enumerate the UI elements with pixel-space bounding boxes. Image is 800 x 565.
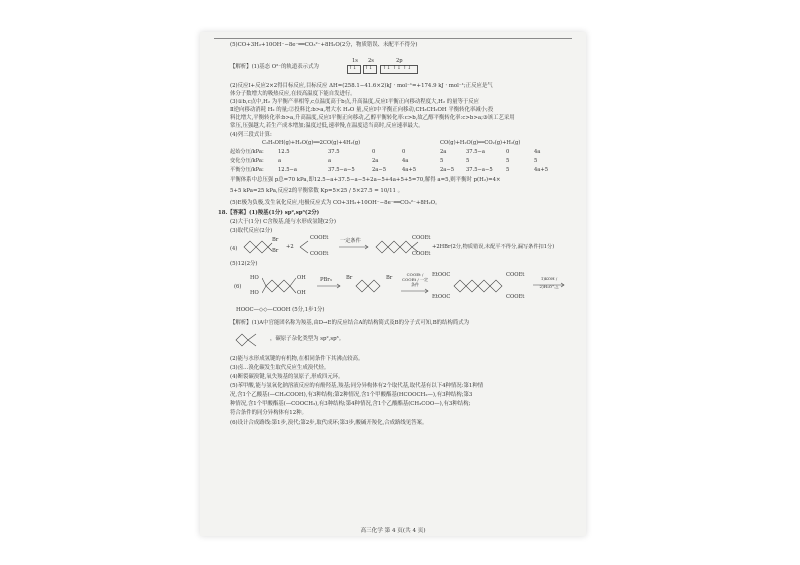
page-footer: 高三化学 第 4 页(共 4 页) <box>360 528 426 534</box>
reaction-condition: 一定条件 <box>340 238 361 244</box>
analysis-1: 【解析】(1)基态 O²⁻的轨道表示式为 <box>230 64 319 70</box>
q18-answer-2: (2)大于(1分) C含羧基,能与水形成氢键(2分) <box>230 219 336 225</box>
reaction-arrow-4 <box>532 282 566 288</box>
br-label-2: Br <box>272 248 279 254</box>
analysis-5: (5)E极为负极,发生氧化反应,电极反应式为 CO+3H₂+10OH⁻−8e⁻══CO₃²⁻+8H₂O。 <box>230 200 441 206</box>
analysis-2a: (2)反应Ⅰ+反应2×2得目标反应,目标反应 ΔH=(258.1−41.6×2)kJ · mol⁻¹=+174.9 kJ · mol⁻¹;正反应是气 <box>230 83 493 89</box>
br-label-1: Br <box>272 237 279 243</box>
q18-analysis-1: 【解析】(1)A中官能团名称为羧基,由D→E的反应结合A的结构简式及B的分子式可知,B的结构简式为 <box>230 320 469 326</box>
document-page: (5)CO+3H₂+10OH⁻−8e⁻══CO₃²⁻+8H₂O(2分，物质错误、未配平不得分) 【解析】(1)基态 O²⁻的轨道表示式为 1s 2s 2p ↑↓ ↑↓ ↑↓ ↑↓ ↑↓ (2)反应Ⅰ+反应2×2得目标反应,目标反应 ΔH=(258.1−41.6×2)kJ · mol⁻¹=+174.9 kJ · mol⁻¹;正反应是气 体分子数增大的吸热反应,在较高温度下能自发进行。 (3)①b,c点中,H₂ 为平衡产率相等,c点温度高于b点,升高温度,反应Ⅰ平衡正向移动程度大,H₂ 的量等于反应 Ⅱ逆向移动消耗 H₂ 的量;②投料比:b>a,增大水 H₂O 量,反应Ⅰ中平衡正向移动,CH₃CH₂OH 平衡转化率减小;投 料比增大,平衡转化率:b>a,升高温度,反应Ⅰ平衡正向移动,乙醇平衡转化率:c>b,故乙醇平衡转化率:c>b>a;③该工艺采用 常压,压强越大,若生产成本增加;温度过低,速率慢,在温度适当高时,反应速率最大。 (4)列三段式计算: C₂H₅OH(g)+H₂O(g)══2CO(g)+4H₂(g) CO(g)+H₂O(g)══CO₂(g)+H₂(g) 起始分压/kPa: 12.5 37.5 0 0 2a 37.5−a 0 4a 变化分压/kPa: a a 2a 4a 5 5 5 5 平衡分压/kPa: 12.5−a 37.5−a−5 2a−5 4a+5 2a−5 37.5−a−5 5 4a+5 平衡体系中总压强 p总=70 kPa,即12.5−a+37.5−a−5+2a−5+4a+5+5=70,解得 a=5,则平衡时 p(H₂)=4× 5+5 kPa=25 kPa,反应2的平衡常数 Kp=5×25 / 5×27.5 = 10/11 。 (5)E极为负极,发生氧化反应,电极反应式为 CO+3H₂+10OH⁻−8e⁻══CO₃²⁻+8H₂O。 18.【答案】(1)羧基(1分) sp²,sp³(2分) (2)大于(1分) C含羧基,能与水形成氢键(2分) (3)取代反应(2分) (4) Br Br +2 COOEt COOEt 一定条件 COOEt COOEt +2HBr(2分,物质错误,未配平不得分,漏写条件扣1分) (5)12(2分) (6) HO HO OH OH PBr₃ Br Br COOEt / COOEt / 一定条件 EtOOC EtOOC COOEt COOEt 1)KOH / 2)H₃O⁺,△ HOOC—◇◇—COOH (5分,1步1分) 【解析】(1)A中官能团名称为羧基,由D→E的反应结合A的结构简式及B的分子式可知,B的结构简式为 ，碳原子杂化类型为 sp²,sp³。 (2)能与水形成氢键的有机物,在相同条件下其沸点较高。 (3)卤…溴化碳发生取代反应生成溴代烃。 (4)断裂碳溴键,氧失羧基的氢原子,形成四元环。 (5)苯甲酸,能与氢氧化钠溶液反应的有酚羟基,羧基;同分异构体有2个取代基,取代基有以下4种情况:第1种情 况,含1个乙酸基(—CH₂COOH),有3种结构;第2种情况,含1个甲酸酯基(HCOOCH₂—),有3种结构;第3 种情况,含1个甲酸酯基(—COOCH₃),有3种结构;第4种情况,含1个乙酸酯基(CH₃COO—),有3种结构; 符合条件的同分异构体有12种。 (6)设计合成路线:第1步,溴代;第2步,取代成环;第3步,酸碱开羧化,合成路线见答案。 高三化学 第 4 页(共 4 页) <box>200 32 586 536</box>
product-cooet-bottom: COOEt <box>412 251 431 257</box>
eto-label-1: EtOOC <box>432 272 451 278</box>
reagent-hydrolysis: 1)KOH / 2)H₃O⁺,△ <box>539 276 559 289</box>
orbital-2p-label: 2p <box>396 58 403 64</box>
ho-label-2: HO <box>250 290 259 296</box>
top-rule <box>214 38 572 39</box>
orbital-2s-label: 2s <box>368 58 374 64</box>
q18-analysis-4: (4)断裂碳溴键,氧失羧基的氢原子,形成四元环。 <box>230 374 344 380</box>
plus-two: +2 <box>286 244 294 250</box>
diol-structure <box>262 272 302 300</box>
analysis-4-kp: 5+5 kPa=25 kPa,反应2的平衡常数 Kp=5×25 / 5×27.5 = 10/11 。 <box>230 188 404 194</box>
tetraester-cooet-bottom: COOEt <box>506 294 525 300</box>
malonate-cooet-bottom: COOEt <box>310 251 329 257</box>
br-label-4: Br <box>386 275 393 281</box>
equation-1: C₂H₅OH(g)+H₂O(g)══2CO(g)+4H₂(g) <box>262 140 361 146</box>
orbital-arrows-1s: ↑↓ <box>348 65 357 71</box>
line-5-answer: (5)CO+3H₂+10OH⁻−8e⁻══CO₃²⁻+8H₂O(2分，物质错误、未配平不得分) <box>230 42 418 48</box>
analysis-4: (4)列三段式计算: <box>230 132 272 138</box>
oh-label-1: OH <box>297 275 306 281</box>
oh-label-2: OH <box>297 290 306 296</box>
analysis-3b: Ⅱ逆向移动消耗 H₂ 的量;②投料比:b>a,增大水 H₂O 量,反应Ⅰ中平衡正向移动,CH₃CH₂OH 平衡转化率减小;投 <box>230 107 494 113</box>
q18-analysis-2: (2)能与水形成氢键的有机物,在相同条件下其沸点较高。 <box>230 356 364 362</box>
tetraester-cooet-top: COOEt <box>506 272 525 278</box>
q18-analysis-5d: 符合条件的同分异构体有12种。 <box>230 410 307 416</box>
malonate-cooet-top: COOEt <box>310 235 329 241</box>
eto-label-2: EtOOC <box>432 294 451 300</box>
q18-analysis-5c: 种情况,含1个甲酸酯基(—COOCH₃),有3种结构;第4种情况,含1个乙酸酯基(CH₃COO—),有3种结构; <box>230 401 471 407</box>
q18-analysis-6: (6)设计合成路线:第1步,溴代;第2步,取代成环;第3步,酸碱开羧化,合成路线见答案。 <box>230 420 428 426</box>
q18-answer-3: (3)取代反应(2分) <box>230 228 273 234</box>
analysis-3c: 料比增大,平衡转化率:b>a,升高温度,反应Ⅰ平衡正向移动,乙醇平衡转化率:c>b,故乙醇平衡转化率:c>b>a;③该工艺采用 <box>230 115 515 121</box>
q18-analysis-3: (3)卤…溴化碳发生取代反应生成溴代烃。 <box>230 365 330 371</box>
reagent-malonate: COOEt / COOEt / 一定条件 <box>401 272 429 287</box>
analysis-2b: 体分子数增大的吸热反应,在较高温度下能自发进行。 <box>230 91 356 97</box>
analysis-4-total: 平衡体系中总压强 p总=70 kPa,即12.5−a+37.5−a−5+2a−5+4a+5+5=70,解得 a=5,则平衡时 p(H₂)=4× <box>230 177 501 183</box>
reaction-arrow-3 <box>400 288 430 294</box>
final-product: HOOC—◇◇—COOH (5分,1步1分) <box>236 307 325 313</box>
reagent-pbr3: PBr₃ <box>320 277 332 283</box>
q18-answer-6-label: (6) <box>234 284 242 290</box>
br-label-3: Br <box>346 275 353 281</box>
orbital-1s-label: 1s <box>352 58 358 64</box>
reaction-arrow-1 <box>338 244 370 250</box>
tetraester-structure <box>448 270 512 302</box>
q18-analysis-1b: ，碳原子杂化类型为 sp²,sp³。 <box>270 336 345 342</box>
analysis-3d: 常压,压强越大,若生产成本增加;温度过低,速率慢,在温度适当高时,反应速率最大。 <box>230 123 424 129</box>
q18-analysis-5a: (5)苯甲酸,能与氢氧化钠溶液反应的有酚羟基,羧基;同分异构体有2个取代基,取代基有以下4种情况:第1种情 <box>230 383 484 389</box>
q18-answer-1: 18.【答案】(1)羧基(1分) sp²,sp³(2分) <box>218 210 320 216</box>
orbital-arrows-2p: ↑↓ ↑↓ ↑↓ <box>382 65 412 71</box>
analysis-3a: (3)①b,c点中,H₂ 为平衡产率相等,c点温度高于b点,升高温度,反应Ⅰ平衡正向移动程度大,H₂ 的量等于反应 <box>230 99 480 105</box>
orbital-arrows-2s: ↑↓ <box>364 65 373 71</box>
compound-b-structure <box>232 329 268 351</box>
equation-2: CO(g)+H₂O(g)══CO₂(g)+H₂(g) <box>440 140 521 146</box>
q18-analysis-5b: 况,含1个乙酸基(—CH₂COOH),有3种结构;第2种情况,含1个甲酸酯基(HCOOCH₂—),有3种结构;第3 <box>230 392 473 398</box>
reaction-arrow-2 <box>316 283 342 289</box>
ho-label-1: HO <box>250 275 259 281</box>
q18-answer-5: (5)12(2分) <box>230 261 258 267</box>
q18-answer-4-note: +2HBr(2分,物质错误,未配平不得分,漏写条件扣1分) <box>432 244 555 250</box>
product-cooet-top: COOEt <box>412 235 431 241</box>
q18-answer-4-label: (4) <box>230 246 238 252</box>
